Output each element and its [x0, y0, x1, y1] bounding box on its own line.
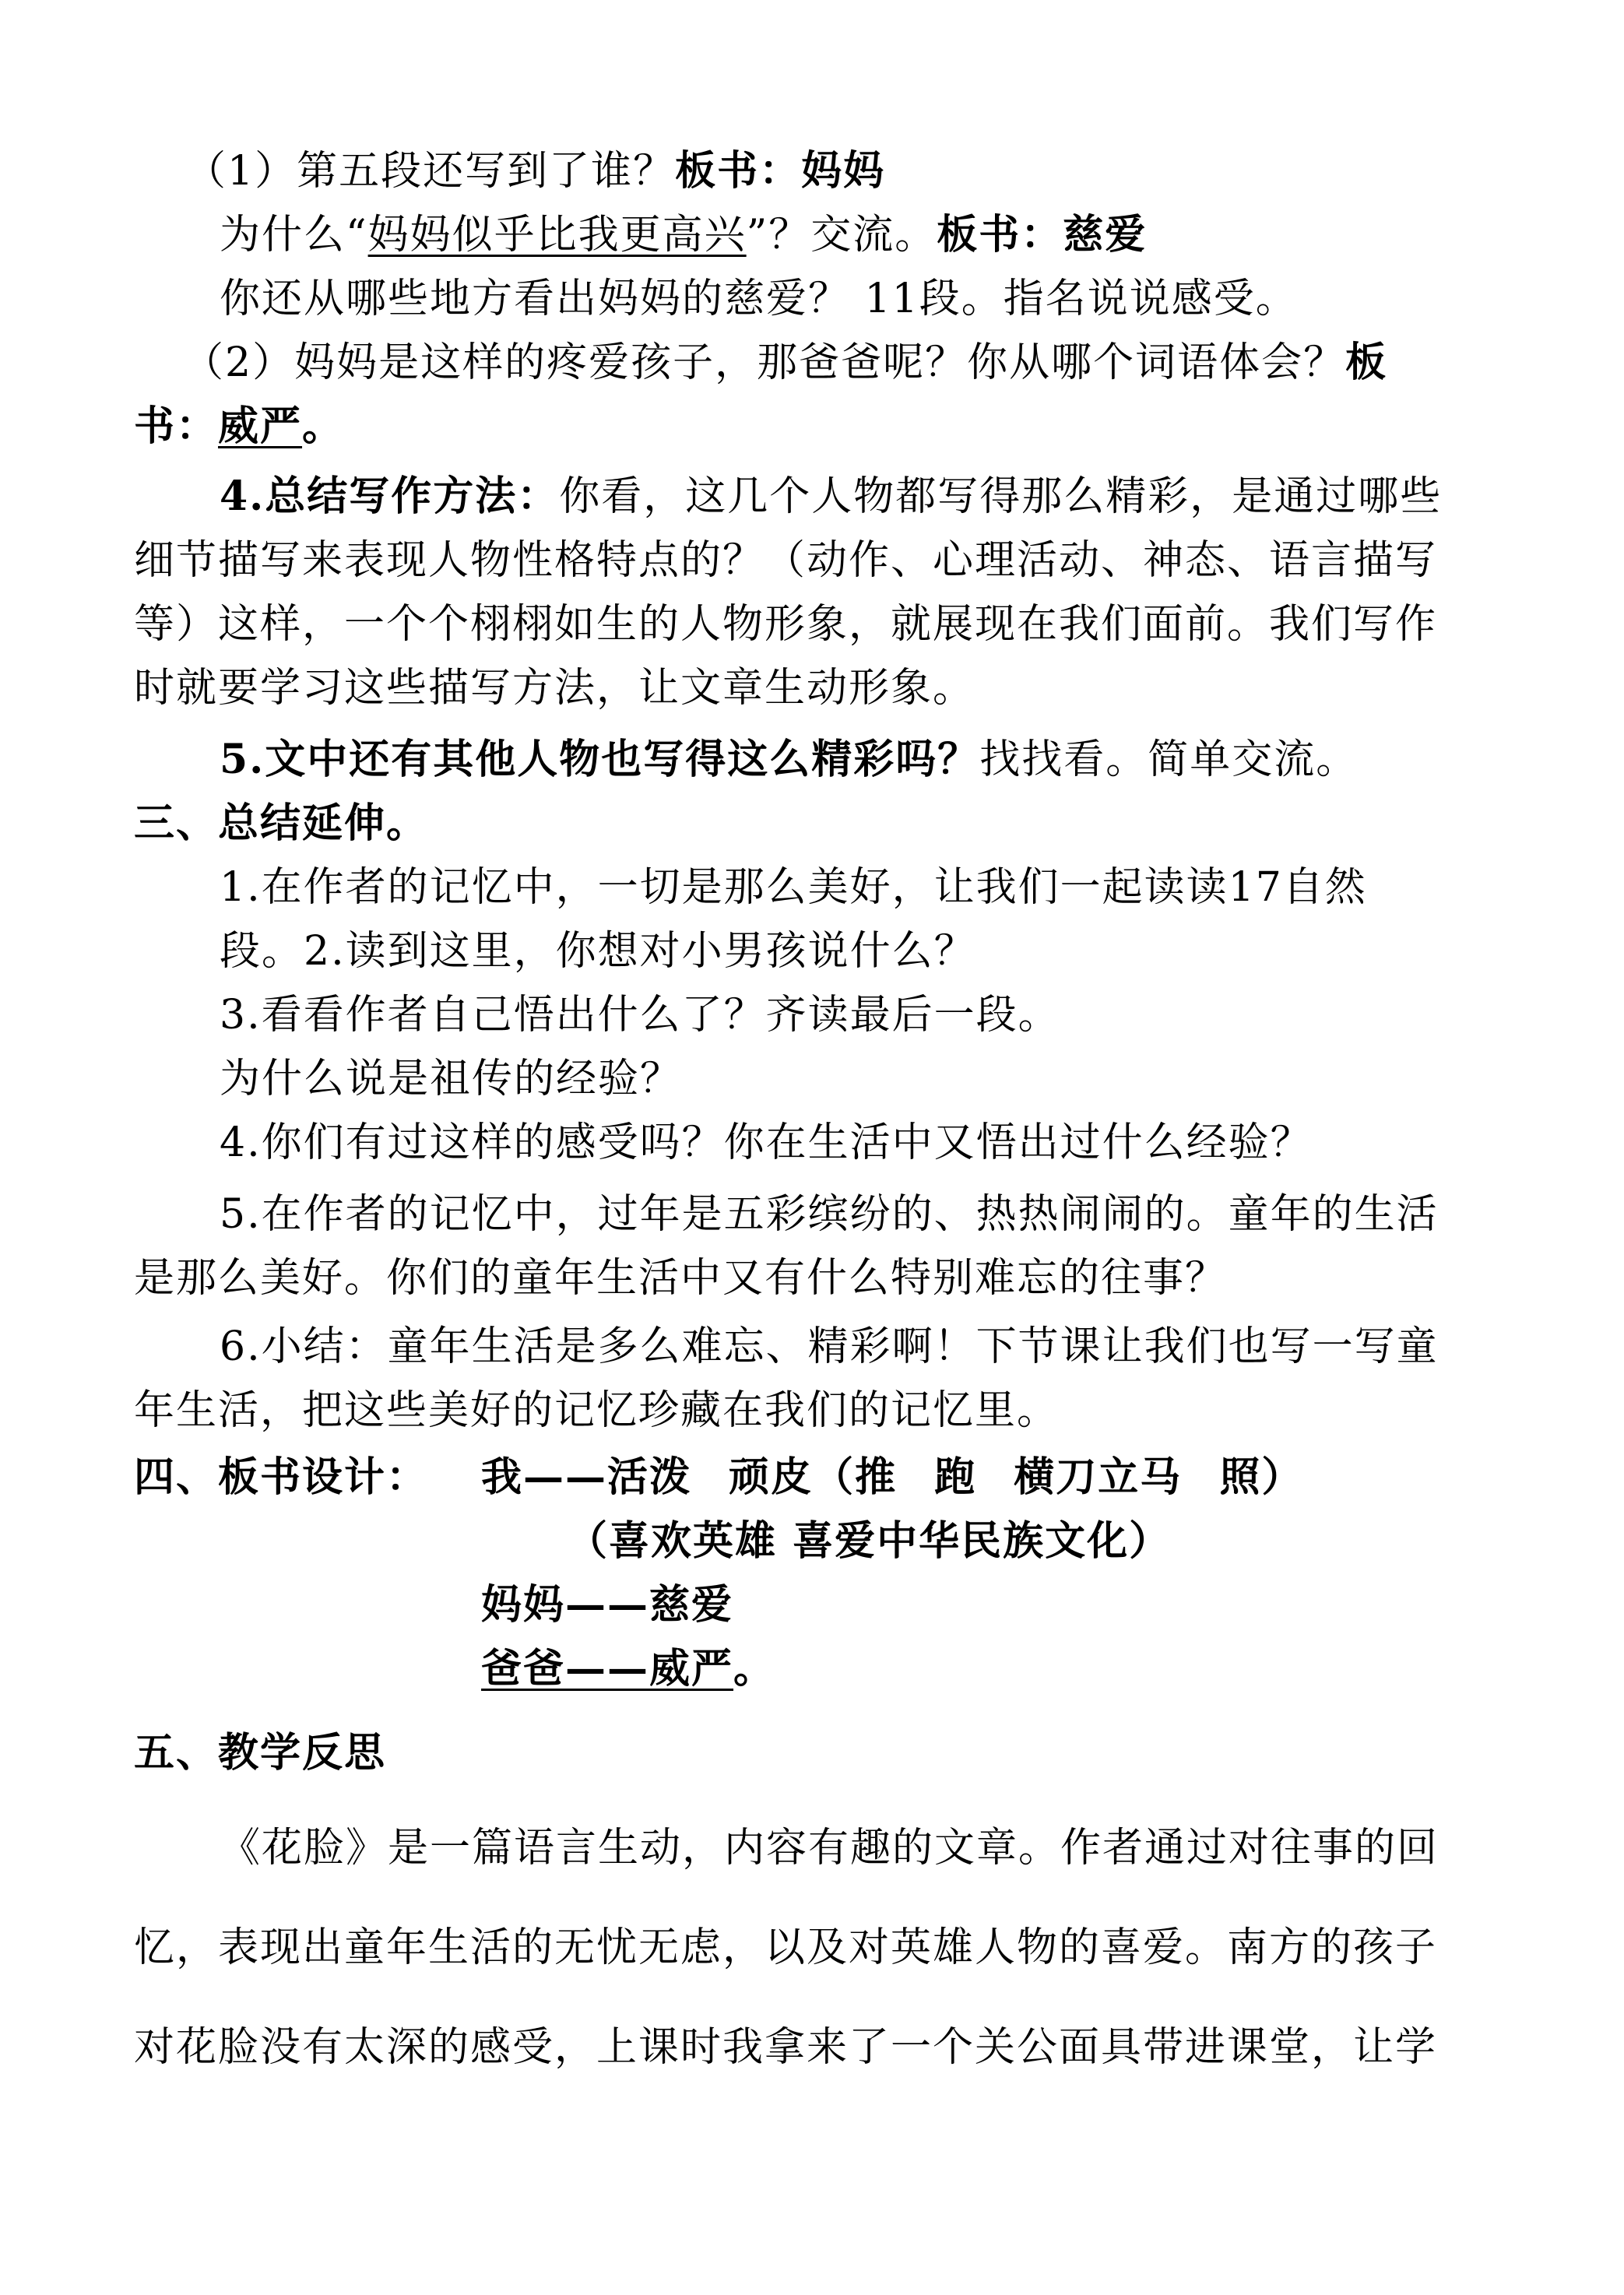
- board-design-line: 我——活泼 顽皮（推 跑 横刀立马 照）: [481, 1453, 1304, 1501]
- text-line: 5.在作者的记忆中，过年是五彩缤纷的、热热闹闹的。童年的生活: [220, 1191, 1439, 1238]
- text-line: 5.文中还有其他人物也写得这么精彩吗？找找看。简单交流。: [220, 736, 1359, 783]
- text-line: 4.总结写作方法：你看，这几个人物都写得那么精彩，是通过哪些: [220, 473, 1443, 520]
- text-line: 1.在作者的记忆中，一切是那么美好，让我们一起读读17自然: [220, 864, 1367, 911]
- text-line: 6.小结：童年生活是多么难忘、精彩啊！下节课让我们也写一写童: [220, 1323, 1439, 1370]
- text-line: （2）妈妈是这样的疼爱孩子，那爸爸呢？你从哪个词语体会？板: [183, 339, 1388, 386]
- text-line: 你还从哪些地方看出妈妈的慈爱？ 11段。指名说说感受。: [220, 276, 1298, 322]
- board-design-line: 妈妈——慈爱: [481, 1581, 734, 1629]
- text-line: 是那么美好。你们的童年生活中又有什么特别难忘的往事？: [134, 1255, 1228, 1302]
- text-line: 3.看看作者自己悟出什么了？齐读最后一段。: [220, 992, 1060, 1039]
- board-design-line: 爸爸——威严。: [481, 1645, 776, 1692]
- text-line: （1）第五段还写到了谁？板书：妈妈: [185, 147, 886, 195]
- text-line: 《花脸》是一篇语言生动，内容有趣的文章。作者通过对往事的回: [220, 1825, 1439, 1871]
- text-line: 书：威严。: [134, 402, 345, 450]
- text-line: 时就要学习这些描写方法，让文章生动形象。: [134, 665, 975, 712]
- section-heading: 三、总结延伸。: [134, 800, 429, 847]
- text-line: 对花脸没有太深的感受，上课时我拿来了一个关公面具带进课堂，让学: [134, 2024, 1438, 2071]
- section-heading: 四、板书设计：: [134, 1453, 429, 1501]
- text-line: 为什么说是祖传的经验？: [220, 1056, 683, 1102]
- section-heading: 五、教学反思: [134, 1729, 387, 1777]
- text-line: 细节描写来表现人物性格特点的？（动作、心理活动、神态、语言描写: [134, 537, 1438, 584]
- text-line: 4.你们有过这样的感受吗？你在生活中又悟出过什么经验？: [220, 1119, 1313, 1166]
- text-line: 为什么“妈妈似乎比我更高兴”？交流。板书：慈爱: [220, 211, 1148, 258]
- board-design-line: （喜欢英雄 喜爱中华民族文化）: [567, 1517, 1172, 1565]
- text-line: 忆，表现出童年生活的无忧无虑，以及对英雄人物的喜爱。南方的孩子: [134, 1924, 1438, 1971]
- underlined-quote: 妈妈似乎比我更高兴: [367, 212, 747, 258]
- text-line: 等）这样，一个个栩栩如生的人物形象，就展现在我们面前。我们写作: [134, 601, 1438, 648]
- text-line: 年生活，把这些美好的记忆珍藏在我们的记忆里。: [134, 1387, 1060, 1434]
- underlined-keyword: 威严: [218, 402, 303, 450]
- text-line: 段。2.读到这里，你想对小男孩说什么？: [220, 928, 976, 975]
